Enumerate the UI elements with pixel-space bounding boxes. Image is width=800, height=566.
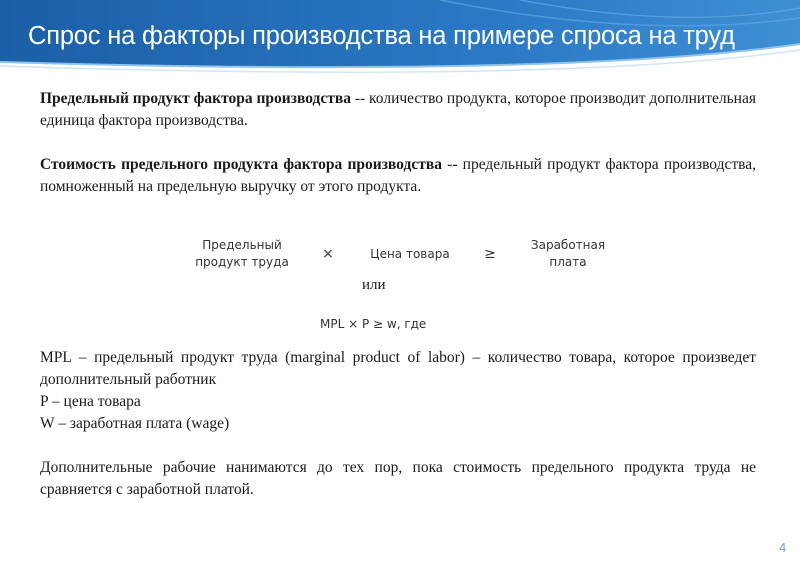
conclusion-text: Дополнительные рабочие нанимаются до тех пор, пока стоимость предельного продукта труда не сравняется с заработной платой. [40,459,756,498]
slide-header [0,0,800,80]
formula-times-sign: × [322,246,334,262]
term-value-marginal-product: Стоимость предельного продукта фактора производства [40,156,442,173]
formula-left-line1: Предельный [202,238,282,252]
legend-mpl: MPL – предельный продукт труда (marginal product of labor) – количество товара, которое произведет дополнительный работник [40,349,756,388]
formula-right-line1: Заработная [530,238,606,252]
definition-value-marginal-product [40,154,756,198]
formula-left-term [188,237,296,271]
legend-w: W – заработная плата (wage) [40,415,230,432]
definition-text-value-marginal-product: -- предельный продукт фактора производства, помноженный на предельную выручку от этого продукта. [40,156,756,195]
legend-p: P – цена товара [40,393,141,410]
definition-marginal-product [40,88,756,132]
formula-middle-term: Цена товара [370,247,450,261]
formula-right-term [515,237,621,271]
page-number: 4 [779,540,787,555]
legend-block [40,347,756,501]
formula-or-word: или [362,277,386,293]
slide-content [40,88,756,220]
definition-text-marginal-product: -- количество продукта, которое производит дополнительная единица фактора производства. [40,90,756,129]
term-marginal-product: Предельный продукт фактора производства [40,90,351,107]
formula-right-line2: плата [549,255,587,269]
formula-left-line2: продукт труда [195,255,289,269]
formula-short-form: MPL × P ≥ w, где [320,317,427,331]
slide-title: Спрос на факторы производства на примере спроса на труд [28,22,735,50]
formula-geq-sign: ≥ [484,246,496,262]
